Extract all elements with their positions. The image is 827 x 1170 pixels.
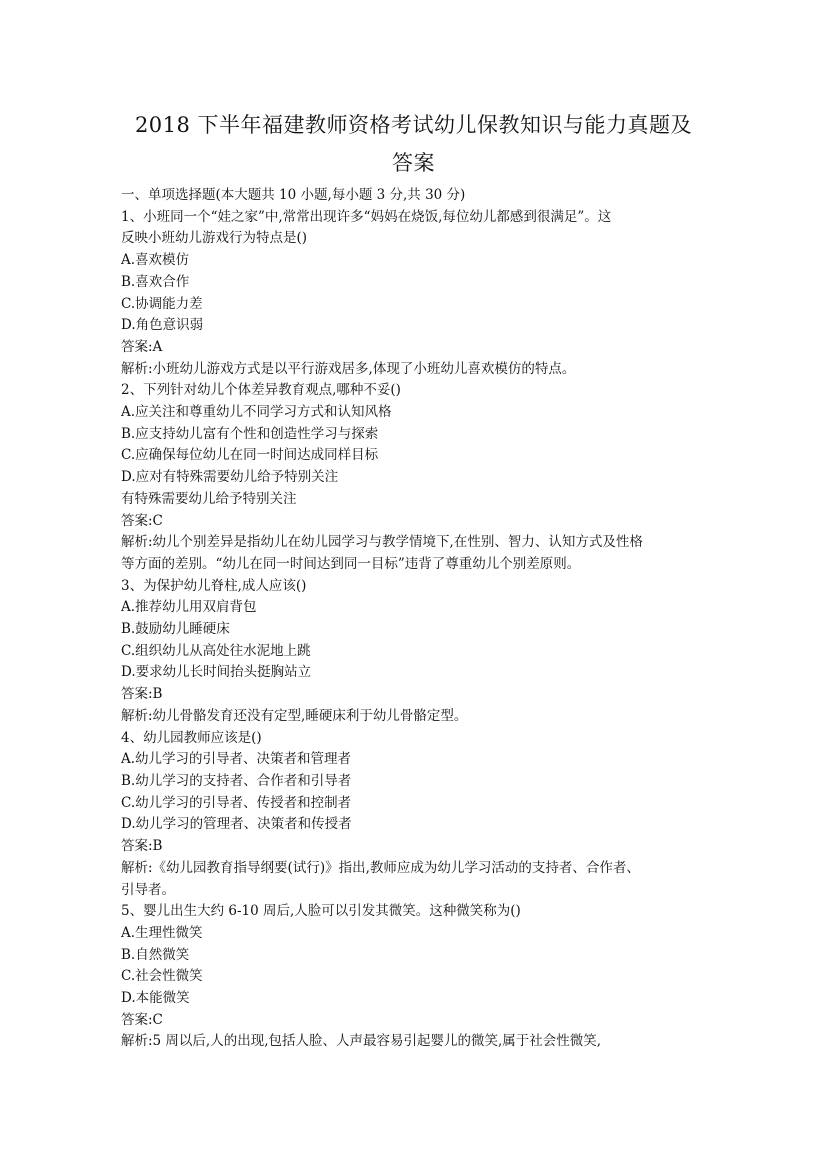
question-2-explanation-line-2: 等方面的差别。“幼儿在同一时间达到同一目标”违背了尊重幼儿个别差原则。: [121, 555, 581, 572]
question-5-option-c: C.社会性微笑: [121, 968, 203, 985]
question-1-option-a: A.喜欢模仿: [121, 252, 190, 269]
question-2-option-b: B.应支持幼儿富有个性和创造性学习与探索: [121, 425, 379, 442]
section-heading: 一、单项选择题(本大题共 10 小题,每小题 3 分,共 30 分): [121, 187, 466, 203]
document-title-line-1: 2018 下半年福建教师资格考试幼儿保教知识与能力真题及: [134, 113, 693, 137]
question-2-answer: 答案:C: [121, 512, 163, 529]
question-3-option-d: D.要求幼儿长时间抬头挺胸站立: [121, 664, 312, 681]
question-1-option-d: D.角色意识弱: [121, 317, 204, 334]
question-1-explanation: 解析:小班幼儿游戏方式是以平行游戏居多,体现了小班幼儿喜欢模仿的特点。: [121, 360, 576, 377]
question-3-option-b: B.鼓励幼儿睡硬床: [121, 621, 230, 638]
question-4-option-a: A.幼儿学习的引导者、决策者和管理者: [121, 751, 352, 768]
question-3-option-c: C.组织幼儿从高处往水泥地上跳: [121, 642, 311, 659]
question-4-stem: 4、幼儿园教师应该是(): [121, 729, 262, 746]
question-3-explanation: 解析:幼儿骨骼发育还没有定型,睡硬床利于幼儿骨骼定型。: [121, 707, 468, 724]
question-3-option-a: A.推荐幼儿用双肩背包: [121, 599, 257, 616]
question-5-answer: 答案:C: [121, 1011, 163, 1028]
question-5-explanation: 解析:5 周以后,人的出现,包括人脸、人声最容易引起婴儿的微笑,属于社会性微笑,: [121, 1033, 602, 1050]
question-5-stem: 5、婴儿出生大约 6-10 周后,人脸可以引发其微笑。这种微笑称为(): [121, 903, 521, 920]
question-4-explanation-line-1: 解析:《幼儿园教育指导纲要(试行)》指出,教师应成为幼儿学习活动的支持者、合作者、: [121, 859, 640, 876]
question-2-option-c: C.应确保每位幼儿在同一时间达成同样目标: [121, 447, 379, 464]
question-4-option-c: C.幼儿学习的引导者、传授者和控制者: [121, 794, 352, 811]
question-1-stem-line-2: 反映小班幼儿游戏行为特点是(): [121, 230, 308, 247]
question-2-option-a: A.应关注和尊重幼儿不同学习方式和认知风格: [121, 404, 392, 421]
question-1-stem-line-1: 1、小班同一个“娃之家”中,常常出现许多“妈妈在烧饭,每位幼儿都感到很满足”。这: [121, 208, 612, 225]
question-4-option-b: B.幼儿学习的支持者、合作者和引导者: [121, 772, 352, 789]
question-5-option-d: D.本能微笑: [121, 990, 190, 1007]
question-3-stem: 3、为保护幼儿脊柱,成人应该(): [121, 577, 307, 594]
question-5-option-b: B.自然微笑: [121, 946, 190, 963]
question-1-answer: 答案:A: [121, 338, 163, 355]
question-1-option-b: B.喜欢合作: [121, 273, 190, 290]
question-2-explanation-line-1: 解析:幼儿个别差异是指幼儿在幼儿园学习与教学情境下,在性别、智力、认知方式及性格: [121, 534, 643, 551]
question-2-option-d: D.应对有特殊需要幼儿给予特别关注: [121, 469, 339, 486]
document-body: [121, 185, 711, 1053]
question-1-option-c: C.协调能力差: [121, 295, 203, 312]
question-4-answer: 答案:B: [121, 838, 163, 855]
question-4-option-d: D.幼儿学习的管理者、决策者和传授者: [121, 816, 352, 833]
document-title-line-2: 答案: [392, 151, 435, 175]
question-5-option-a: A.生理性微笑: [121, 924, 203, 941]
question-2-extra-line: 有特殊需要幼儿给予特别关注: [121, 490, 297, 507]
question-2-stem: 2、下列针对幼儿个体差异教育观点,哪种不妥(): [121, 382, 401, 399]
question-4-explanation-line-2: 引导者。: [121, 881, 175, 898]
question-3-answer: 答案:B: [121, 686, 163, 703]
